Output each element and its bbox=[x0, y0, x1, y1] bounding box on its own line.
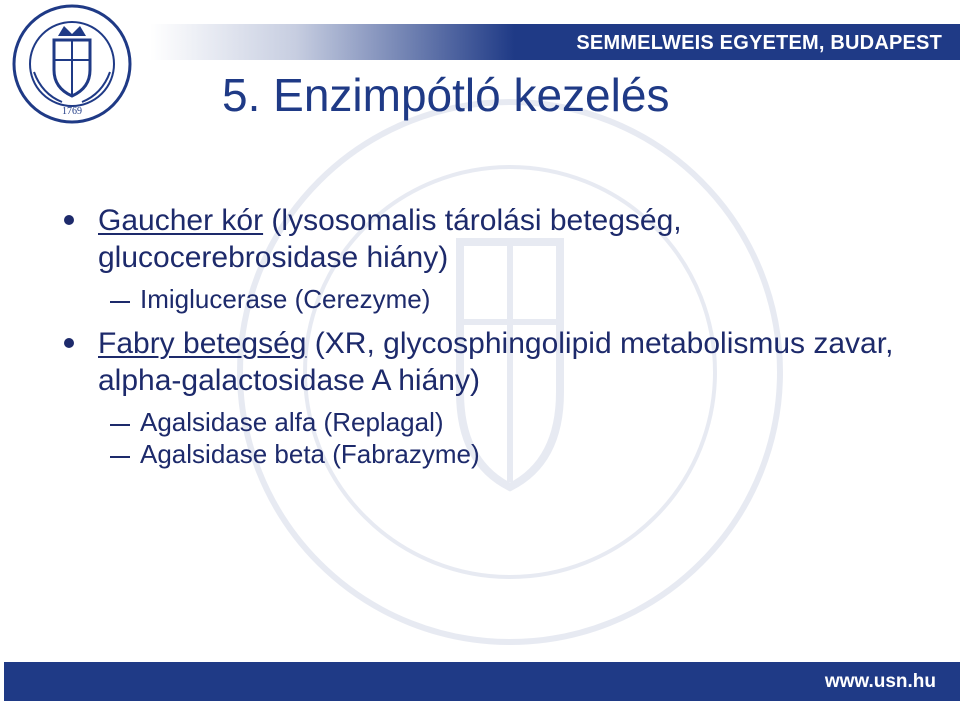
slide-content bbox=[60, 203, 920, 471]
bullet-text: (lysosomalis tárolási betegség, glucocerebrosidase hiány) bbox=[98, 204, 682, 274]
slide-title: 5. Enzimpótló kezelés bbox=[222, 69, 670, 121]
dash-icon bbox=[110, 301, 130, 303]
sub-item bbox=[60, 439, 920, 471]
bullet-item bbox=[60, 203, 920, 276]
sub-item bbox=[60, 284, 920, 316]
bullet-item bbox=[60, 326, 920, 399]
sub-item bbox=[60, 407, 920, 439]
footer-band bbox=[4, 662, 960, 701]
university-seal-icon bbox=[4, 2, 140, 126]
dash-icon bbox=[110, 456, 130, 458]
gaucher-link[interactable]: Gaucher kór bbox=[98, 204, 264, 237]
dash-icon bbox=[110, 424, 130, 426]
fabry-link[interactable]: Fabry betegség bbox=[98, 326, 307, 360]
sub-item-text: Agalsidase beta (Fabrazyme) bbox=[140, 438, 480, 469]
bullet-dot-icon bbox=[64, 338, 74, 348]
sub-item-text: Imiglucerase (Cerezyme) bbox=[140, 284, 431, 315]
sub-item-text: Agalsidase alfa (Replagal) bbox=[140, 407, 444, 438]
logo-year: 1769 bbox=[62, 106, 82, 117]
bullet-dot-icon bbox=[64, 215, 74, 225]
footer-url[interactable]: www.usn.hu bbox=[824, 671, 936, 692]
bullet-text: (XR, glycosphingolipid metabolismus zavar, alpha-galactosidase A hiány) bbox=[98, 326, 894, 397]
header-band bbox=[150, 24, 960, 60]
institution-name: SEMMELWEIS EGYETEM, BUDAPEST bbox=[576, 32, 942, 54]
